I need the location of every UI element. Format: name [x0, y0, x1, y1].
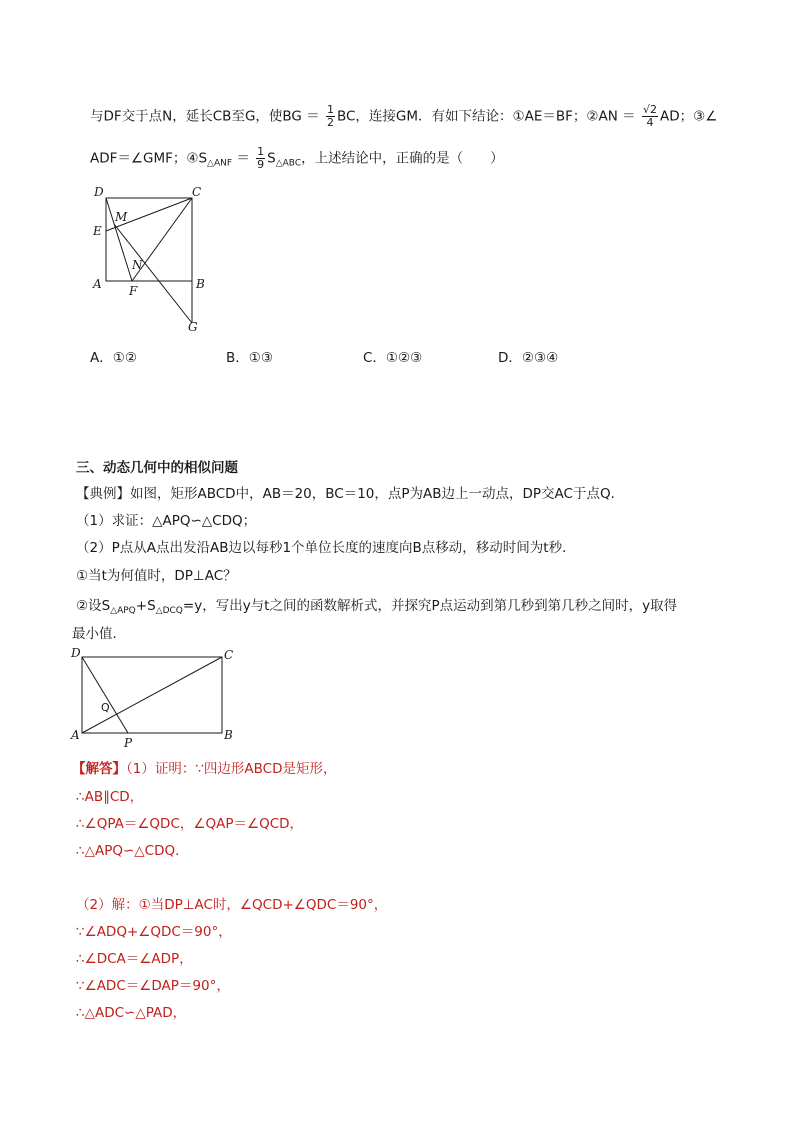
- rectangle-figure: [68, 645, 243, 753]
- q1-line2-d: ，上述结论中，正确的是（ ）: [301, 150, 504, 167]
- part-1: （1）求证：△APQ∽△CDQ；: [76, 513, 257, 529]
- q1-line2-a: ADF＝∠GMF；④S: [90, 150, 208, 167]
- q1-line1-b: BC，连接GM．有如下结论：①AE＝BF；②AN ＝: [336, 108, 640, 125]
- example-text: 如图，矩形ABCD中，AB＝20，BC＝10，点P为AB边上一动点，DP交AC于点Q．: [130, 486, 625, 502]
- fraction-one-half: $\frac{1}{2}$: [326, 103, 334, 129]
- sub2-s2: △DCQ: [155, 606, 183, 616]
- label-c: C: [192, 185, 202, 199]
- label-n: N: [132, 258, 143, 272]
- option-b: B．①③: [226, 350, 273, 366]
- solution-line-1: [72, 757, 337, 777]
- label-g: G: [188, 320, 198, 334]
- label-d2: D: [71, 646, 81, 660]
- sub-question-1: ①当t为何值时，DP⊥AC？: [76, 568, 237, 584]
- square-figure: [85, 180, 215, 335]
- solution-line-7: ∴∠DCA＝∠ADP，: [76, 951, 193, 967]
- q1-line2: [90, 146, 504, 171]
- label-a: A: [93, 277, 102, 291]
- label-a2: A: [71, 728, 80, 742]
- q1-line2-c: S: [267, 150, 276, 167]
- solution-line-6: ∵∠ADQ+∠QDC＝90°，: [76, 924, 232, 940]
- q1-line2-b: ＝: [232, 150, 255, 167]
- label-d: D: [94, 185, 104, 199]
- example-label: 【典例】: [76, 486, 130, 502]
- option-d: D．②③④: [498, 350, 559, 366]
- fraction-sqrt2-over-4: $\frac{√2}{4}$: [642, 103, 657, 129]
- label-b2: B: [224, 728, 233, 742]
- diagonal-ac: [82, 657, 222, 733]
- solution-line-4: ∴△APQ∽△CDQ．: [76, 843, 189, 859]
- part-2: （2）P点从A点出发沿AB边以每秒1个单位长度的速度向B点移动，移动时间为t秒．: [76, 540, 576, 556]
- segment-mg: [114, 224, 192, 323]
- segment-dp: [82, 657, 128, 733]
- fraction-one-ninth: $\frac{1}{9}$: [257, 145, 265, 171]
- option-c: C．①②③: [363, 350, 423, 366]
- q1-line2-sub1: △ANF: [207, 158, 233, 169]
- label-q: Q: [101, 701, 110, 714]
- option-a: A．①②: [90, 350, 137, 366]
- solution-line-3: ∴∠QPA＝∠QDC，∠QAP＝∠QCD，: [76, 816, 304, 832]
- example-line: [76, 482, 624, 502]
- q1-line1: [90, 104, 717, 129]
- solution-line-2: ∴AB∥CD，: [76, 789, 144, 805]
- solution-line-5: （2）解：①当DP⊥AC时，∠QCD+∠QDC＝90°，: [76, 897, 388, 913]
- label-e: E: [93, 224, 102, 238]
- label-f: F: [129, 284, 138, 298]
- section-heading: 三、动态几何中的相似问题: [76, 460, 238, 476]
- label-m: M: [115, 210, 128, 224]
- sub2-b: +S: [135, 598, 156, 614]
- q1-line2-sub2: △ABC: [275, 158, 302, 169]
- q1-line1-c: AD；③∠: [659, 108, 718, 125]
- sub-question-2: [76, 594, 677, 616]
- solution-l1: （1）证明：∵四边形ABCD是矩形，: [126, 761, 337, 777]
- solution-label: 【解答】: [72, 761, 126, 777]
- label-p: P: [124, 736, 133, 750]
- q1-line1-a: 与DF交于点N，延长CB至G，使BG ＝: [90, 108, 324, 125]
- solution-line-8: ∵∠ADC＝∠DAP＝90°，: [76, 978, 230, 994]
- label-c2: C: [224, 648, 234, 662]
- sub2-c: =y，写出y与t之间的函数解析式，并探究P点运动到第几秒到第几秒之间时，y取得: [182, 598, 678, 614]
- sub2-a: ②设S: [76, 598, 111, 614]
- label-b: B: [196, 277, 205, 291]
- sub-question-2-cont: 最小值．: [72, 626, 126, 642]
- sub2-s1: △APQ: [110, 606, 136, 616]
- solution-line-9: ∴△ADC∽△PAD，: [76, 1005, 187, 1021]
